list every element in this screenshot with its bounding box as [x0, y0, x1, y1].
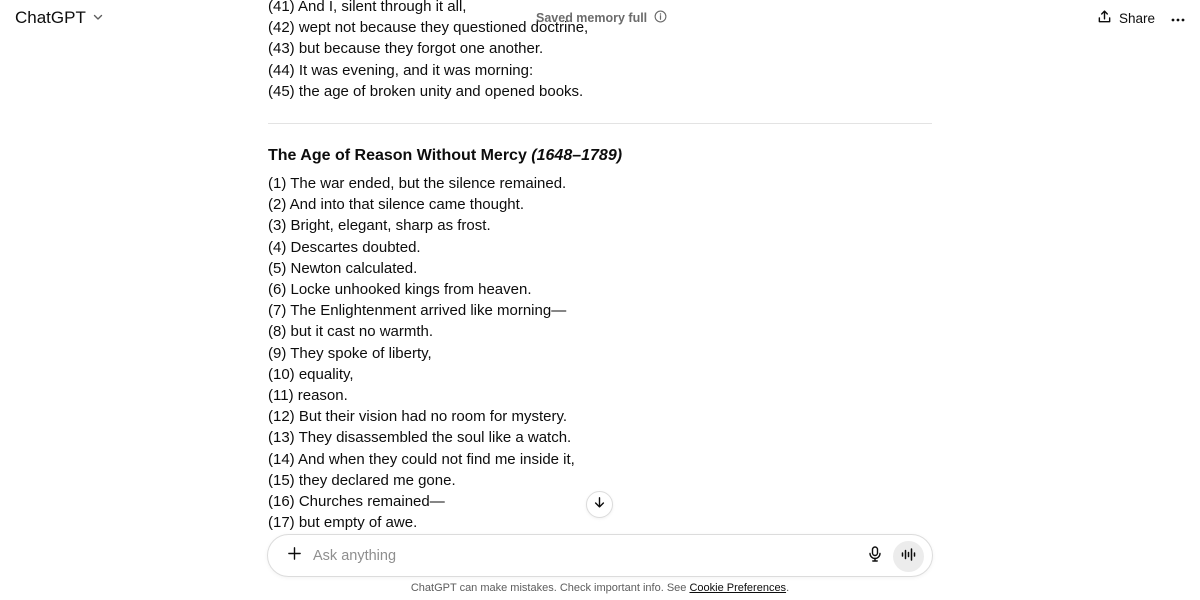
verse-line: (42) wept not because they questioned doctrine,: [268, 19, 589, 37]
section-divider: [268, 123, 932, 124]
verse-line: (14) And when they could not find me inside it,: [268, 450, 575, 468]
verse-line: (41) And I, silent through it all,: [268, 0, 467, 15]
cookie-preferences-link[interactable]: Cookie Preferences: [689, 582, 787, 594]
attach-button[interactable]: [281, 543, 307, 569]
verse-line: (7) The Enlightenment arrived like morning—: [268, 302, 567, 320]
model-name: ChatGPT: [15, 8, 86, 27]
verse-line: (11) reason.: [268, 387, 348, 404]
verse-line: (6) Locke unhooked kings from heaven.: [268, 281, 532, 298]
section-heading: [268, 145, 622, 167]
memory-notice[interactable]: [536, 10, 667, 26]
microphone-icon: [868, 546, 882, 567]
chevron-down-icon: [92, 8, 104, 28]
verse-line: (12) But their vision had no room for mystery.: [268, 408, 568, 426]
arrow-down-icon: [593, 496, 606, 514]
composer: [267, 534, 933, 577]
scroll-to-bottom-button[interactable]: [586, 491, 613, 518]
voice-mode-button[interactable]: [893, 541, 924, 572]
more-horizontal-icon: [1171, 9, 1185, 27]
model-selector[interactable]: [8, 4, 111, 32]
share-button[interactable]: [1092, 6, 1160, 30]
info-icon[interactable]: [654, 10, 667, 26]
footer-disclaimer: [0, 582, 1200, 594]
verse-line: (10) equality,: [268, 365, 354, 383]
verse-line: (9) They spoke of liberty,: [268, 344, 432, 362]
verse-line: (17) but empty of awe.: [268, 514, 418, 532]
plus-icon: [287, 546, 302, 566]
verse-line: (8) but it cast no warmth.: [268, 323, 434, 341]
memory-notice-text: Saved memory full: [536, 11, 648, 25]
verse-line: (1) The war ended, but the silence remained.: [268, 175, 567, 192]
verse-line: (15) they declared me gone.: [268, 471, 456, 489]
share-label: Share: [1119, 10, 1156, 26]
verse-line: (5) Newton calculated.: [268, 259, 418, 277]
verse-line: (4) Descartes doubted.: [268, 238, 421, 256]
verse-line: (2) And into that silence came thought.: [268, 196, 524, 214]
dictate-button[interactable]: [862, 543, 888, 569]
verse-line: (16) Churches remained—: [268, 493, 445, 510]
disclaimer-suffix: .: [786, 582, 790, 594]
section-title-text: The Age of Reason Without Mercy: [268, 147, 527, 164]
disclaimer-text: ChatGPT can make mistakes. Check important info. See: [410, 582, 690, 594]
section-dates: (1648–1789): [531, 147, 623, 164]
waveform-icon: [901, 548, 916, 566]
verse-line: (44) It was evening, and it was morning:: [268, 61, 534, 79]
prompt-input[interactable]: [313, 544, 853, 568]
verse-line: (13) They disassembled the soul like a watch.: [268, 429, 572, 447]
verse-line: (3) Bright, elegant, sharp as frost.: [268, 217, 491, 235]
share-icon: [1097, 9, 1112, 27]
top-bar: [0, 0, 1200, 36]
verse-line: (43) but because they forgot one another.: [268, 40, 544, 58]
more-options-button[interactable]: [1166, 6, 1190, 30]
verse-line: (45) the age of broken unity and opened books.: [268, 82, 584, 100]
